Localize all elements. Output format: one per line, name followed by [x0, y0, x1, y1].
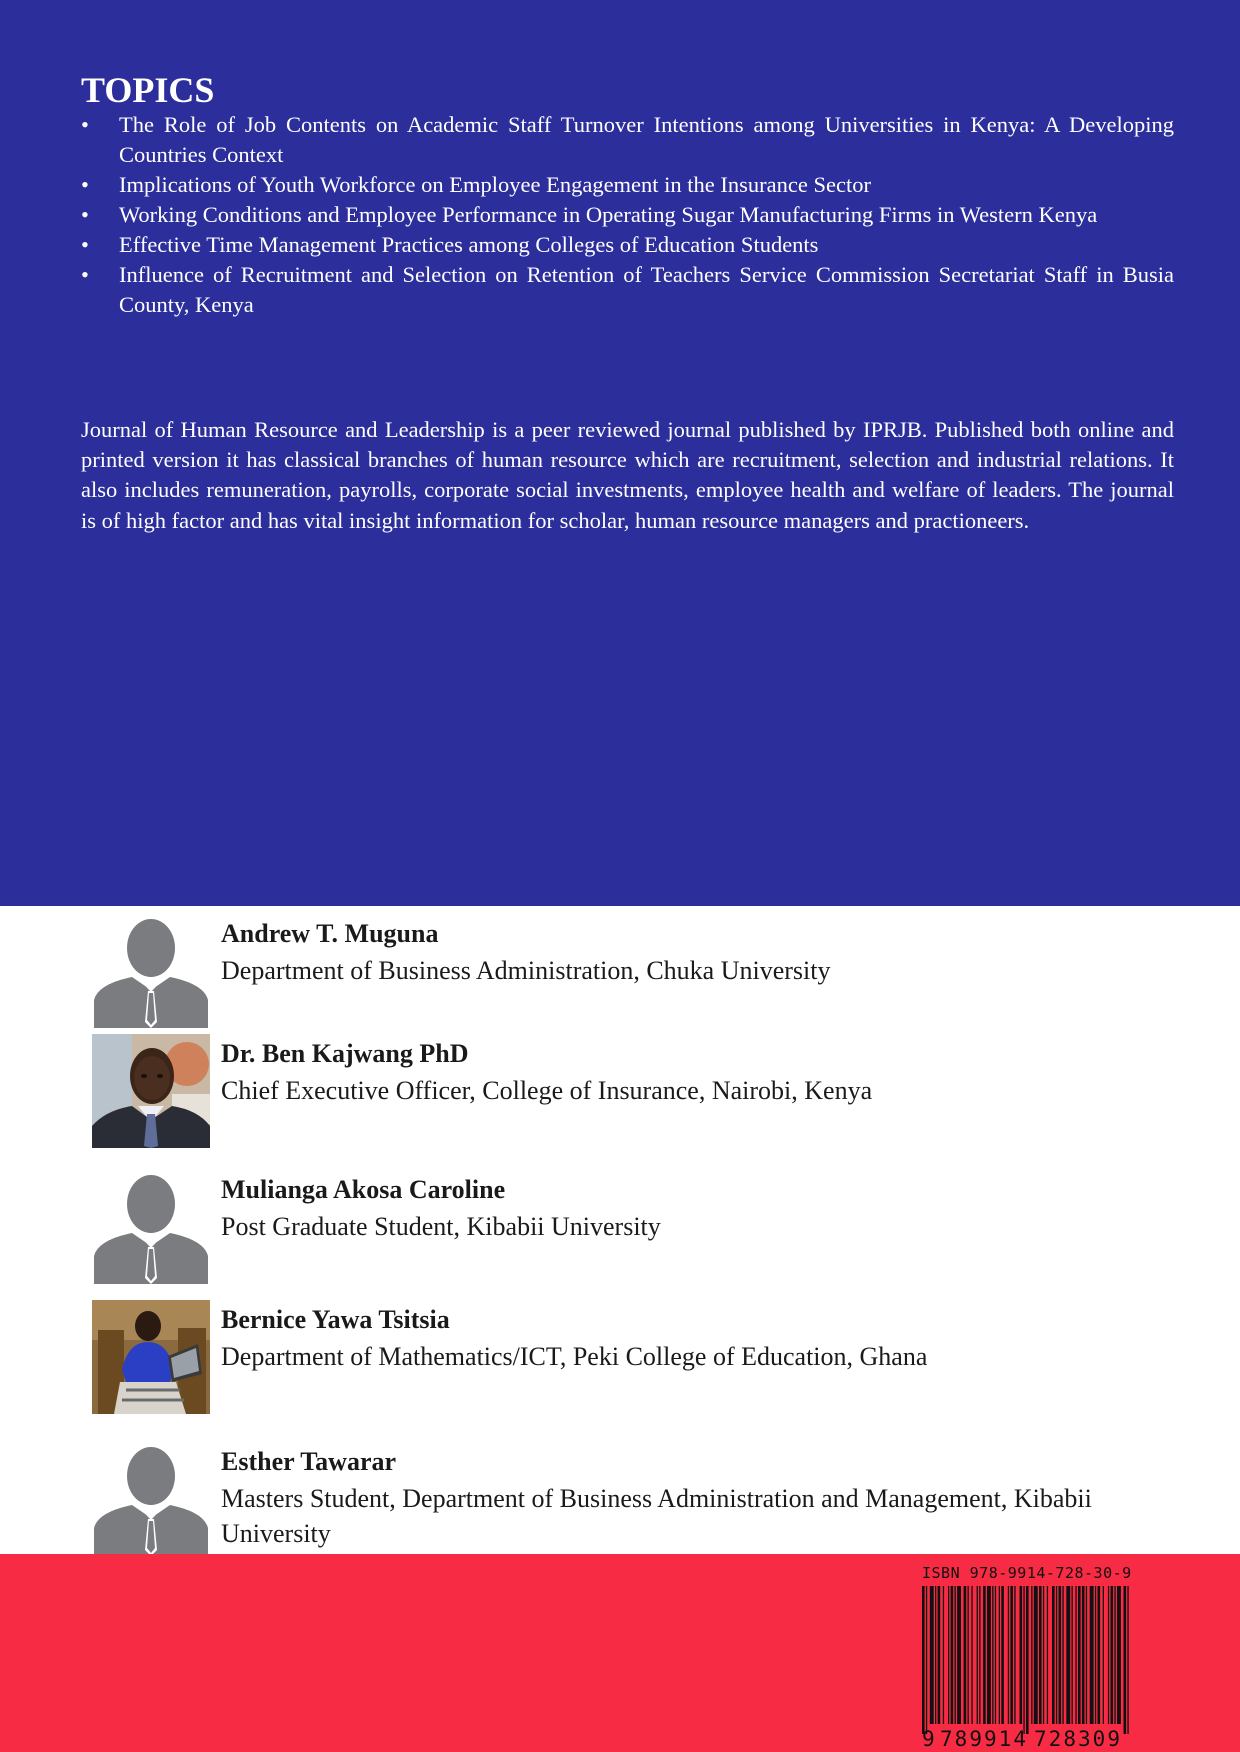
- barcode-bar: [977, 1586, 978, 1724]
- barcode-bar: [1098, 1586, 1101, 1724]
- barcode-bar: [943, 1586, 944, 1724]
- barcode-bar: [1008, 1586, 1009, 1724]
- author-affiliation: Masters Student, Department of Business Administration and Management, Kibabii University: [221, 1484, 1092, 1548]
- topic-item: [81, 230, 1174, 260]
- barcode-bar: [1072, 1586, 1073, 1724]
- barcode-bar: [1056, 1586, 1057, 1724]
- barcode-bar: [1059, 1586, 1062, 1724]
- barcode-bar: [930, 1586, 934, 1724]
- barcode-bar: [1043, 1586, 1044, 1724]
- bullet-icon: •: [81, 202, 89, 227]
- avatar: [92, 914, 210, 1028]
- barcode-bar: [1062, 1586, 1063, 1724]
- barcode-bar: [1066, 1586, 1070, 1724]
- barcode-bar: [987, 1586, 991, 1724]
- barcode-bar: [1039, 1586, 1042, 1724]
- barcode-left-digits: 789914: [940, 1727, 1026, 1751]
- barcode-panel: [0, 1554, 1240, 1752]
- man-in-suit-photo: [92, 1034, 210, 1148]
- author-entry: [92, 1170, 1192, 1286]
- author-entry: [92, 914, 1192, 1030]
- topic-item: [81, 110, 1174, 170]
- author-name: Mulianga Akosa Caroline: [221, 1175, 506, 1204]
- author-entry: [92, 1442, 1192, 1554]
- avatar: [92, 1442, 210, 1556]
- avatar: [92, 1170, 210, 1284]
- barcode-bar: [951, 1586, 954, 1724]
- barcode-bar: [1001, 1586, 1004, 1724]
- barcode-bar: [1026, 1586, 1029, 1734]
- avatar: [92, 1300, 210, 1414]
- author-affiliation: Department of Business Administration, Chuka University: [221, 956, 831, 985]
- barcode-bar: [1114, 1586, 1115, 1724]
- topic-item: [81, 200, 1174, 230]
- topic-text: Influence of Recruitment and Selection on Retention of Teachers Service Commission Secretariat Staff in Busia County, Kenya: [119, 262, 1174, 317]
- barcode-bar: [1023, 1586, 1024, 1734]
- bullet-icon: •: [81, 112, 89, 137]
- barcode-bar: [1095, 1586, 1096, 1724]
- topic-text: Working Conditions and Employee Performance in Operating Sugar Manufacturing Firms in Western Kenya: [119, 202, 1098, 227]
- author-entry: [92, 1034, 1192, 1150]
- author-name: Andrew T. Muguna: [221, 919, 439, 948]
- barcode-bar: [948, 1586, 949, 1724]
- barcode-bar: [1127, 1586, 1128, 1734]
- bullet-icon: •: [81, 232, 89, 257]
- topic-item: [81, 260, 1174, 320]
- barcode-bar: [1082, 1586, 1085, 1724]
- barcode-bar: [926, 1586, 927, 1734]
- barcode-bar: [1052, 1586, 1055, 1724]
- barcode-bar: [964, 1586, 967, 1724]
- author-affiliation: Chief Executive Officer, College of Insurance, Nairobi, Kenya: [221, 1076, 873, 1105]
- barcode-bar: [1034, 1586, 1038, 1724]
- barcode-bar: [1047, 1586, 1048, 1724]
- barcode-bar: [1078, 1586, 1081, 1724]
- author-name: Dr. Ben Kajwang PhD: [221, 1039, 469, 1068]
- woman-with-laptop-photo: [92, 1300, 210, 1414]
- topic-text: Effective Time Management Practices among Colleges of Education Students: [119, 232, 819, 257]
- bullet-icon: •: [81, 262, 89, 287]
- barcode-bar: [1075, 1586, 1076, 1724]
- barcode-bar: [1020, 1586, 1023, 1724]
- barcode-bar: [1090, 1586, 1094, 1724]
- barcode-right-digits: 728309: [1034, 1727, 1120, 1751]
- author-affiliation: Department of Mathematics/ICT, Peki College of Education, Ghana: [221, 1342, 928, 1371]
- barcode-bar: [995, 1586, 996, 1724]
- barcode-first-digit: 9: [922, 1727, 935, 1751]
- author-affiliation: Post Graduate Student, Kibabii University: [221, 1212, 661, 1241]
- barcode-bar: [922, 1586, 925, 1734]
- barcode-bar: [971, 1586, 972, 1724]
- barcode-bar: [999, 1586, 1000, 1724]
- barcode-bar: [1117, 1586, 1121, 1724]
- barcode-bar: [1124, 1586, 1127, 1734]
- barcode-bar: [983, 1586, 986, 1724]
- author-name: Bernice Yawa Tsitsia: [221, 1305, 450, 1334]
- author-name: Esther Tawarar: [221, 1447, 397, 1476]
- author-entry: [92, 1300, 1192, 1416]
- topic-item: [81, 170, 1174, 200]
- topic-text: The Role of Job Contents on Academic Staff Turnover Intentions among Universities in Kenya: A Developing Countries Context: [119, 112, 1174, 167]
- barcode-bar: [1103, 1586, 1104, 1724]
- isbn-barcode: [918, 1586, 1138, 1752]
- placeholder-silhouette-icon: [92, 914, 210, 1028]
- topics-heading: TOPICS: [81, 70, 215, 110]
- barcode-bar: [1086, 1586, 1087, 1724]
- barcode-bar: [1014, 1586, 1015, 1724]
- barcode-bar: [979, 1586, 980, 1724]
- journal-description: Journal of Human Resource and Leadership is a peer reviewed journal published by IPRJB. Published both online and printed version it has classical branches of human resource which are recruitment, selection and industrial relations. It also includes remuneration, payrolls, corporate social investments, employee health and welfare of leaders. The journal is of high factor and has vital insight information for scholar, human resource managers and practioneers.: [81, 417, 1174, 533]
- topics-list: [81, 110, 1174, 320]
- placeholder-silhouette-icon: [92, 1170, 210, 1284]
- topic-text: Implications of Youth Workforce on Employee Engagement in the Insurance Sector: [119, 172, 871, 197]
- barcode-bar: [1010, 1586, 1013, 1724]
- isbn-label: ISBN 978-9914-728-30-9: [922, 1564, 1132, 1582]
- barcode-bar: [935, 1586, 936, 1724]
- barcode-bar: [955, 1586, 956, 1724]
- barcode-bar: [957, 1586, 961, 1724]
- barcode-bar: [938, 1586, 941, 1724]
- barcode-bar: [968, 1586, 969, 1724]
- authors-section: [0, 906, 1240, 1554]
- barcode-bar: [1111, 1586, 1114, 1724]
- avatar: [92, 1034, 210, 1148]
- barcode-bar: [992, 1586, 993, 1724]
- barcode-bar: [1108, 1586, 1109, 1724]
- bullet-icon: •: [81, 172, 89, 197]
- barcode-bar: [1031, 1586, 1032, 1724]
- placeholder-silhouette-icon: [92, 1442, 210, 1556]
